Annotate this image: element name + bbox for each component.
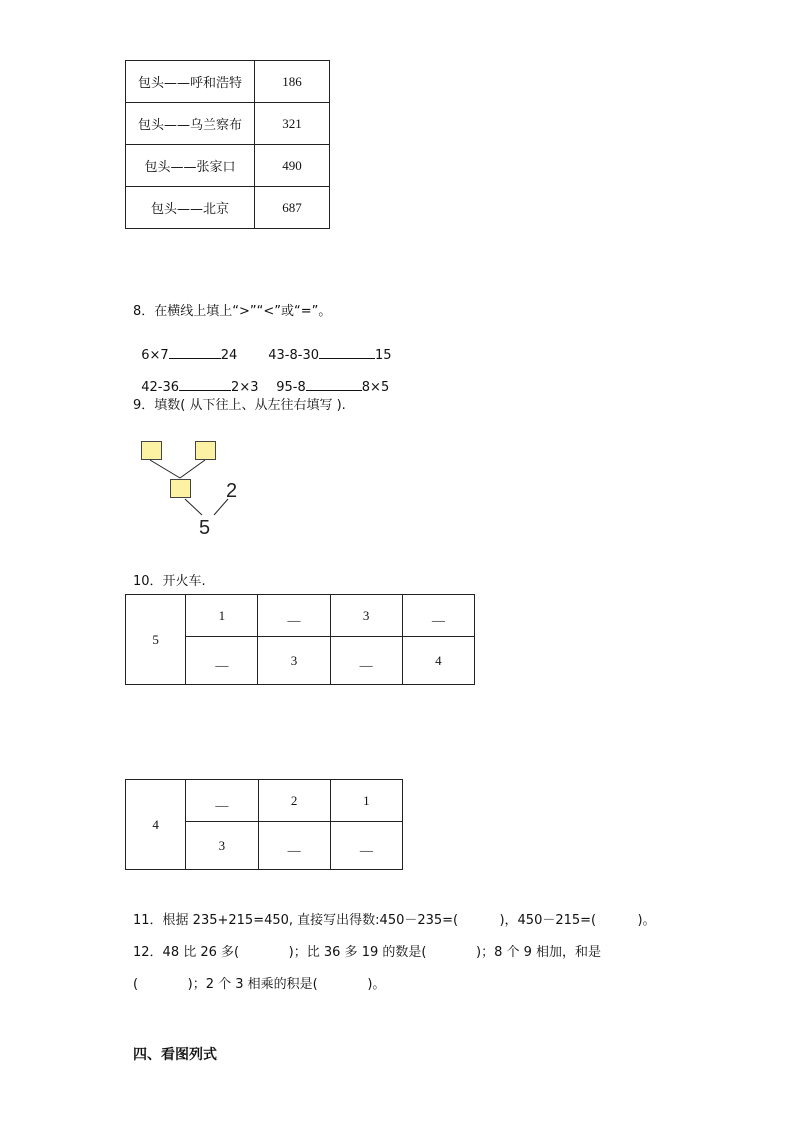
q8-row2-b: [268, 363, 389, 395]
q8-row1-b: [260, 331, 392, 363]
train-table-1: [125, 594, 475, 685]
distance-cell: 490: [255, 145, 330, 187]
train-cell: 3: [186, 822, 258, 870]
train-cell-blank[interactable]: __: [186, 780, 258, 822]
q8-blank[interactable]: [306, 378, 362, 391]
distance-cell: 186: [255, 61, 330, 103]
distance-cell: 321: [255, 103, 330, 145]
q8-row2: [133, 363, 258, 395]
route-cell: 包头——呼和浩特: [126, 61, 255, 103]
q9-number-tree: [130, 430, 260, 545]
train-cell-blank[interactable]: __: [258, 822, 330, 870]
q9-title: 9．填数( 从下往上、从左往右填写 ).: [133, 398, 346, 413]
q8-blank[interactable]: [169, 346, 221, 359]
distance-table: [125, 60, 330, 229]
route-cell: 包头——张家口: [126, 145, 255, 187]
route-cell: 包头——北京: [126, 187, 255, 229]
q8-r1-b-right: 15: [375, 348, 392, 363]
q12-line1: 12．48 比 26 多( )；比 36 多 19 的数是( )；8 个 9 相加，和是: [133, 945, 602, 960]
train-table-2: [125, 779, 403, 870]
q8-r1-b-left: 43-8-30: [268, 348, 320, 363]
train-cell-blank[interactable]: __: [330, 637, 402, 685]
q8-blank[interactable]: [319, 346, 375, 359]
train-cell: 3: [330, 595, 402, 637]
section-heading: 四、看图列式: [133, 1047, 217, 1063]
train-cell-blank[interactable]: __: [258, 595, 330, 637]
q9-branch: [185, 499, 202, 515]
distance-cell: 687: [255, 187, 330, 229]
q8-r2-a-right: 2×3: [231, 380, 259, 395]
train-cell-blank[interactable]: __: [330, 822, 402, 870]
train-cell-blank[interactable]: __: [186, 637, 258, 685]
q11-text: 11．根据 235+215=450, 直接写出得数:450－235=( )，450－215=( )。: [133, 913, 656, 928]
q8-r1-a-left: 6×7: [141, 348, 169, 363]
q9-branch: [150, 460, 180, 478]
q8-blank[interactable]: [179, 378, 231, 391]
q8-r2-a-left: 42-36: [141, 380, 180, 395]
train-cell-blank[interactable]: __: [402, 595, 474, 637]
q9-branch: [180, 460, 205, 478]
q8-row1: [133, 331, 237, 363]
q10-title: 10．开火车.: [133, 574, 206, 589]
train-cell: 3: [258, 637, 330, 685]
train-head: 4: [126, 780, 186, 870]
q8-title: 8．在横线上填上“>”“<”或“=”。: [133, 304, 332, 319]
q8-r2-b-right: 8×5: [361, 380, 390, 395]
q8-r1-a-right: 24: [220, 348, 238, 363]
train-cell: 1: [186, 595, 258, 637]
train-cell: 4: [402, 637, 474, 685]
route-cell: 包头——乌兰察布: [126, 103, 255, 145]
train-head: 5: [126, 595, 186, 685]
q8-r2-b-left: 95-8: [276, 380, 306, 395]
q9-number-bottom: 5: [199, 517, 211, 539]
q12-line2: ( )；2 个 3 相乘的积是( )。: [133, 977, 386, 992]
train-cell: 2: [258, 780, 330, 822]
train-cell: 1: [330, 780, 402, 822]
q9-number-right: 2: [226, 480, 238, 502]
